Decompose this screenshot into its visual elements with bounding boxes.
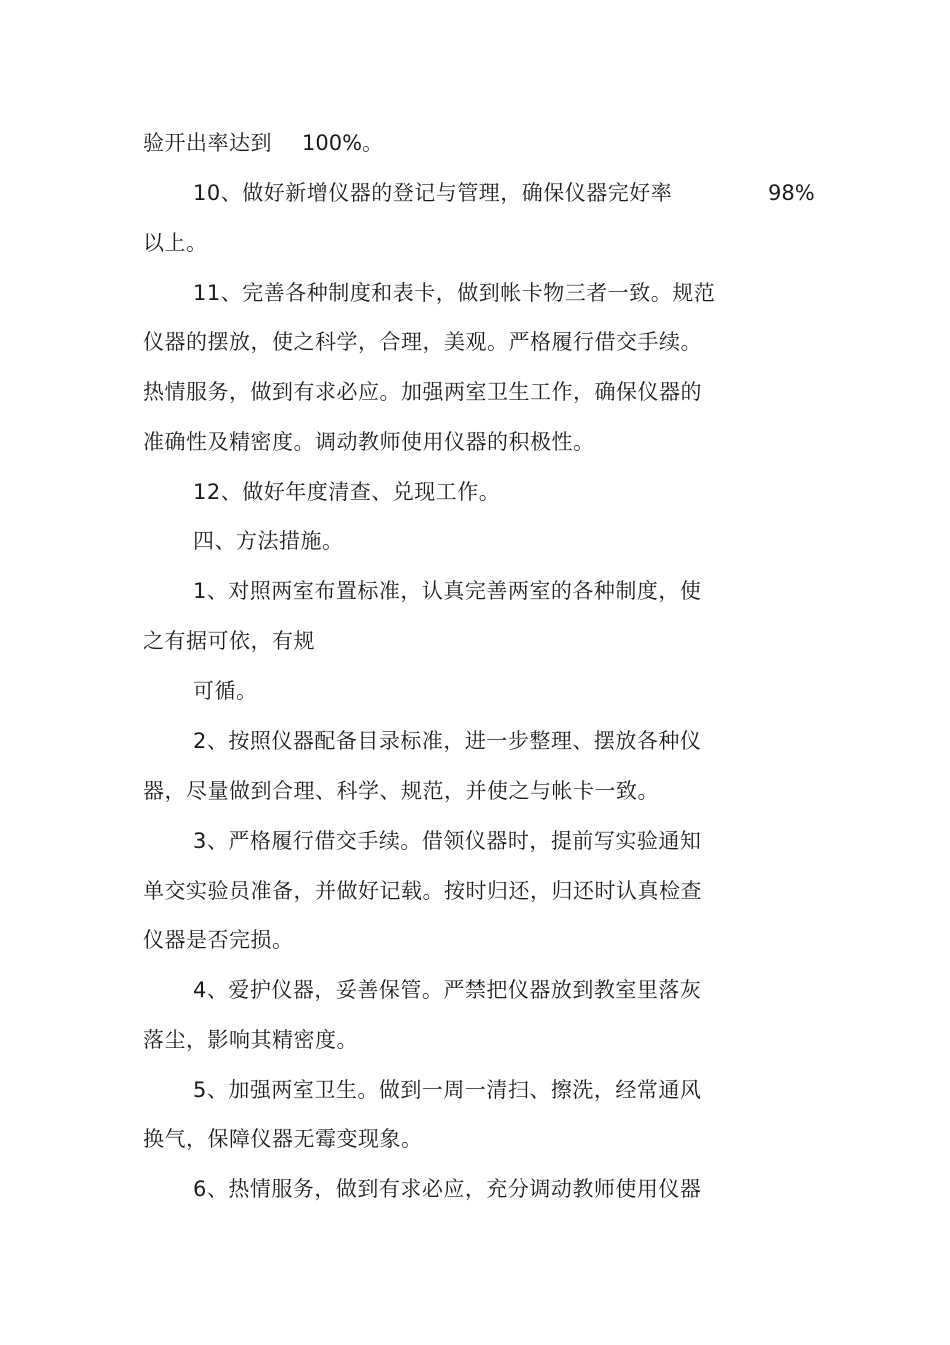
text-line-10: 1、对照两室布置标准，认真完善两室的各种制度，使: [193, 579, 702, 603]
text-line-4: 11、完善各种制度和表卡，做到帐卡物三者一致。规范: [193, 281, 716, 305]
text-line-6: 热情服务，做到有求必应。加强两室卫生工作，确保仪器的: [143, 380, 702, 404]
text-line-22: 6、热情服务，做到有求必应，充分调动教师使用仪器: [193, 1177, 702, 1201]
text-line-19: 落尘，影响其精密度。: [143, 1028, 358, 1052]
value-100-percent: 100%。: [302, 131, 384, 155]
text-line-2: 10、做好新增仪器的登记与管理，确保仪器完好率: [193, 181, 673, 205]
text-line-5: 仪器的摆放，使之科学，合理，美观。严格履行借交手续。: [143, 330, 702, 354]
text-line-16: 单交实验员准备，并做好记载。按时归还，归还时认真检查: [143, 879, 702, 903]
text-line-11: 之有据可依，有规: [143, 629, 315, 653]
value-98-percent: 98%: [768, 181, 815, 205]
text-line-13: 2、按照仪器配备目录标准，进一步整理、摆放各种仪: [193, 729, 702, 753]
text-line-18: 4、爱护仪器，妥善保管。严禁把仪器放到教室里落灰: [193, 978, 702, 1002]
text-line-15: 3、严格履行借交手续。借领仪器时，提前写实验通知: [193, 829, 702, 853]
text-line-17: 仪器是否完损。: [143, 928, 294, 952]
text-line-3: 以上。: [143, 231, 208, 255]
text-line-20: 5、加强两室卫生。做到一周一清扫、擦洗，经常通风: [193, 1078, 702, 1102]
text-line-1: 验开出率达到: [143, 131, 272, 155]
text-line-8: 12、做好年度清查、兑现工作。: [193, 480, 501, 504]
text-line-12: 可循。: [193, 679, 258, 703]
text-line-7: 准确性及精密度。调动教师使用仪器的积极性。: [143, 430, 595, 454]
section-heading: 四、方法措施。: [193, 529, 344, 553]
text-line-14: 器，尽量做到合理、科学、规范，并使之与帐卡一致。: [143, 779, 659, 803]
text-line-21: 换气，保障仪器无霉变现象。: [143, 1127, 423, 1151]
